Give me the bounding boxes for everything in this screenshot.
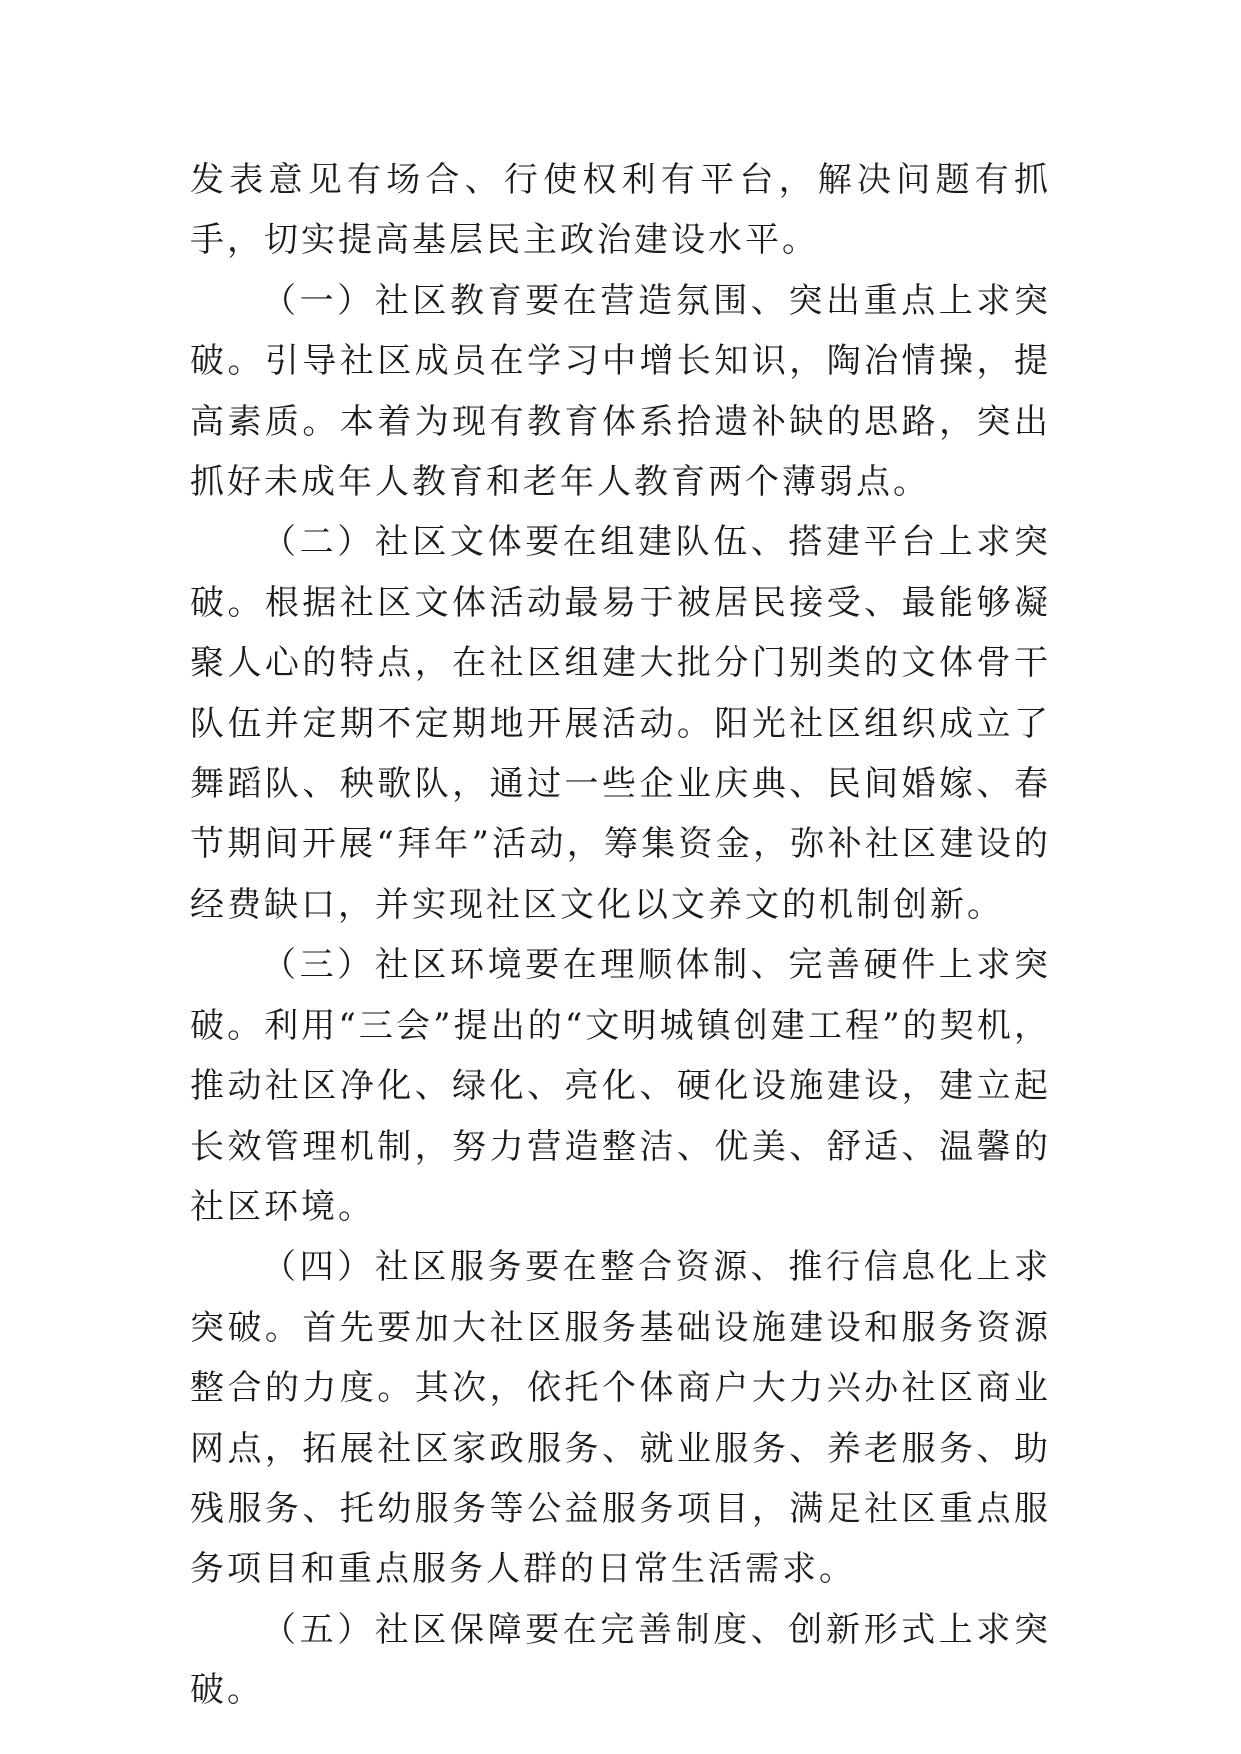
paragraph-community-education: （一）社区教育要在营造氛围、突出重点上求突破。引导社区成员在学习中增长知识，陶冶情操，提高素质。本着为现有教育体系拾遗补缺的思路，突出抓好未成年人教育和老年人教育两个薄弱点。 (190, 280, 1051, 503)
paragraph-community-environment: （三）社区环境要在理顺体制、完善硬件上求突破。利用“三会”提出的“文明城镇创建工程”的契机，推动社区净化、绿化、亮化、硬化设施建设，建立起长效管理机制，努力营造整洁、优美、舒适、温馨的社区环境。 (190, 945, 1051, 1227)
paragraph-community-security: （五）社区保障要在完善制度、创新形式上求突破。 (190, 1609, 1051, 1711)
document-body (190, 150, 1051, 1721)
paragraph-community-culture-sports: （二）社区文体要在组建队伍、搭建平台上求突破。根据社区文体活动最易于被居民接受、最能够凝聚人心的特点，在社区组建大批分门别类的文体骨干队伍并定期不定期地开展活动。阳光社区组织成立了舞蹈队、秧歌队，通过一些企业庆典、民间婚嫁、春节期间开展“拜年”活动，筹集资金，弥补社区建设的经费缺口，并实现社区文化以文养文的机制创新。 (190, 522, 1051, 925)
paragraph-continuation: 发表意见有场合、行使权利有平台，解决问题有抓手，切实提高基层民主政治建设水平。 (190, 160, 1051, 261)
paragraph-community-services: （四）社区服务要在整合资源、推行信息化上求突破。首先要加大社区服务基础设施建设和服务资源整合的力度。其次，依托个体商户大力兴办社区商业网点，拓展社区家政服务、就业服务、养老服务、助残服务、托幼服务等公益服务项目，满足社区重点服务项目和重点服务人群的日常生活需求。 (190, 1247, 1051, 1590)
